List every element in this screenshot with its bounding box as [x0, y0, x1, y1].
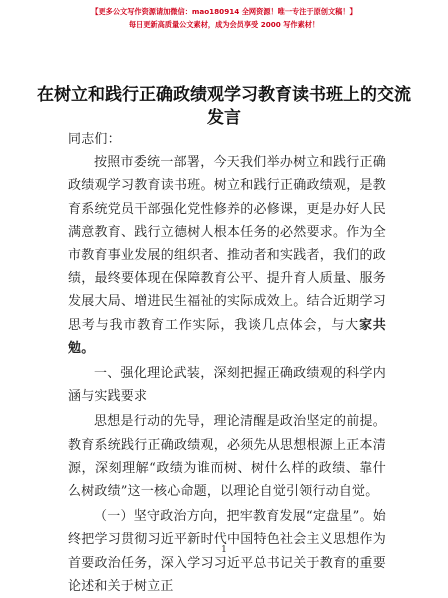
paragraph-intro-bold-tail: 家共勉。: [68, 317, 386, 356]
paragraph-subsection-1: （一）坚守政治方向，把牢教育发展“定盘星”。始终把学习贯彻习近平新时代中国特色社会主义思想作为首要政治任务，深入学习习近平总书记关于教育的重要论述和关于树立正: [68, 509, 386, 594]
paragraph-section-1: 思想是行动的先导，理论清醒是政治坚定的前提。教育系统践行正确政绩观，必须先从思想根源上正本清源，深刻理解“政绩为谁而树、树什么样的政绩、靠什么树政绩”这一核心命题，以理论自觉引领行动自觉。: [68, 414, 386, 500]
promo-banner: [0, 5, 448, 31]
banner-line-1: 【更多公文写作资源请加微信：mao180914 全网资源！唯一专注于原创文稿！】: [91, 7, 357, 16]
document-body: [68, 128, 386, 598]
page-number: 1: [221, 545, 227, 555]
section-heading-1: 一、强化理论武装，深刻把握正确政绩观的科学内涵与实践要求: [68, 366, 386, 405]
document-title: 在树立和践行正确政绩观学习教育读书班上的交流发言: [37, 85, 411, 128]
salutation: 同志们：: [68, 132, 121, 147]
banner-line-2: 每日更新高质量公文素材，成为会员享受 2000 写作素材！: [128, 20, 320, 29]
paragraph-intro-text: 按照市委统一部署，今天我们举办树立和践行正确政绩观学习教育读书班。树立和践行正确政绩观，是教育系统党员干部强化党性修养的必修课，更是办好人民满意教育、践行立德树人根本任务的必然要求。作为全市教育事业发展的组织者、推动者和实践者，我们的政绩，最终要体现在保障教育公平、提升育人质量、服务发展大局、增进民生福祉的实际成效上。结合近期学习思考与我市教育工作实际，我谈几点体会，与大: [68, 155, 386, 333]
paragraph-intro: [68, 151, 386, 360]
